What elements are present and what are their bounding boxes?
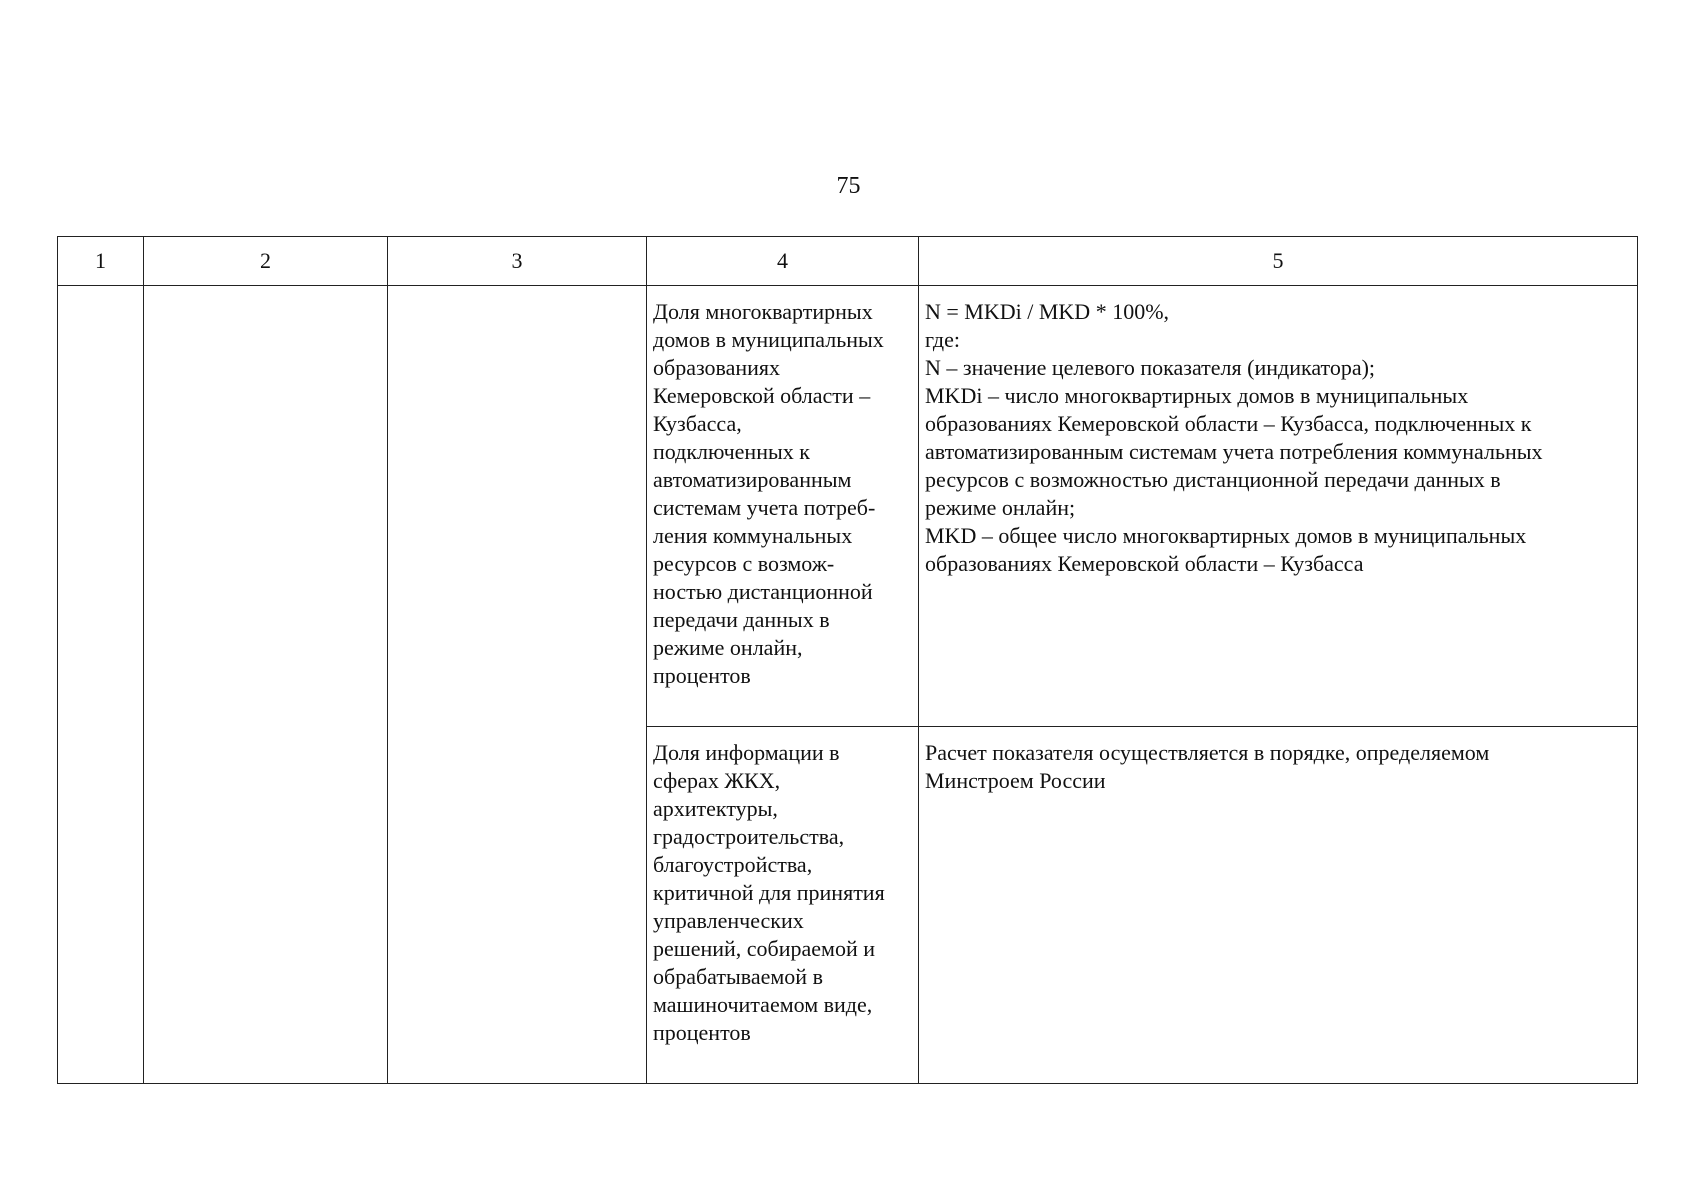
page-number: 75 [836,173,861,199]
column-header-1: 1 [58,237,144,286]
column-header-3: 3 [388,237,647,286]
indicator-name: Доля информации в сферах ЖКХ, архитектуры, градостроительства, благоустройства, критичной для принятия управленческих решений, собираемой и обрабатываемой в машиночитаемом виде, процентов [653,740,885,1045]
table-header-row [58,237,1638,286]
calculation-method-text: N = MKDi / MKD * 100%, где: N – значение целевого показателя (индикатора); MKDi – число многоквартирных домов в муниципальных образованиях Кемеровской области – Кузбасса, подключенных к автоматизированным системам учета потребления коммунальных ресурсов с возможностью дистанционной передачи данных в режиме онлайн; MKD – общее число многоквартирных домов в муниципальных образованиях Кемеровской области – Кузбасса [925,299,1543,576]
empty-cell-col-2 [144,286,388,1084]
column-header-5: 5 [919,237,1638,286]
column-header-4: 4 [647,237,919,286]
indicator-cell [647,286,919,727]
empty-cell-col-3 [388,286,647,1084]
calculation-method-cell [919,727,1638,1084]
indicator-cell [647,727,919,1084]
column-header-2: 2 [144,237,388,286]
indicators-table [57,236,1638,1084]
calculation-method-text: Расчет показателя осуществляется в порядке, определяемом Минстроем России [925,740,1490,793]
empty-cell-col-1 [58,286,144,1084]
table-row [58,286,1638,727]
indicator-name: Доля многоквартирных домов в муниципальных образованиях Кемеровской области – Кузбасса, подключенных к автоматизированным системам учета потреб- ления коммунальных ресурсов с возмож- ностью дистанционной передачи данных в режиме онлайн, процентов [653,299,884,688]
calculation-method-cell [919,286,1638,727]
